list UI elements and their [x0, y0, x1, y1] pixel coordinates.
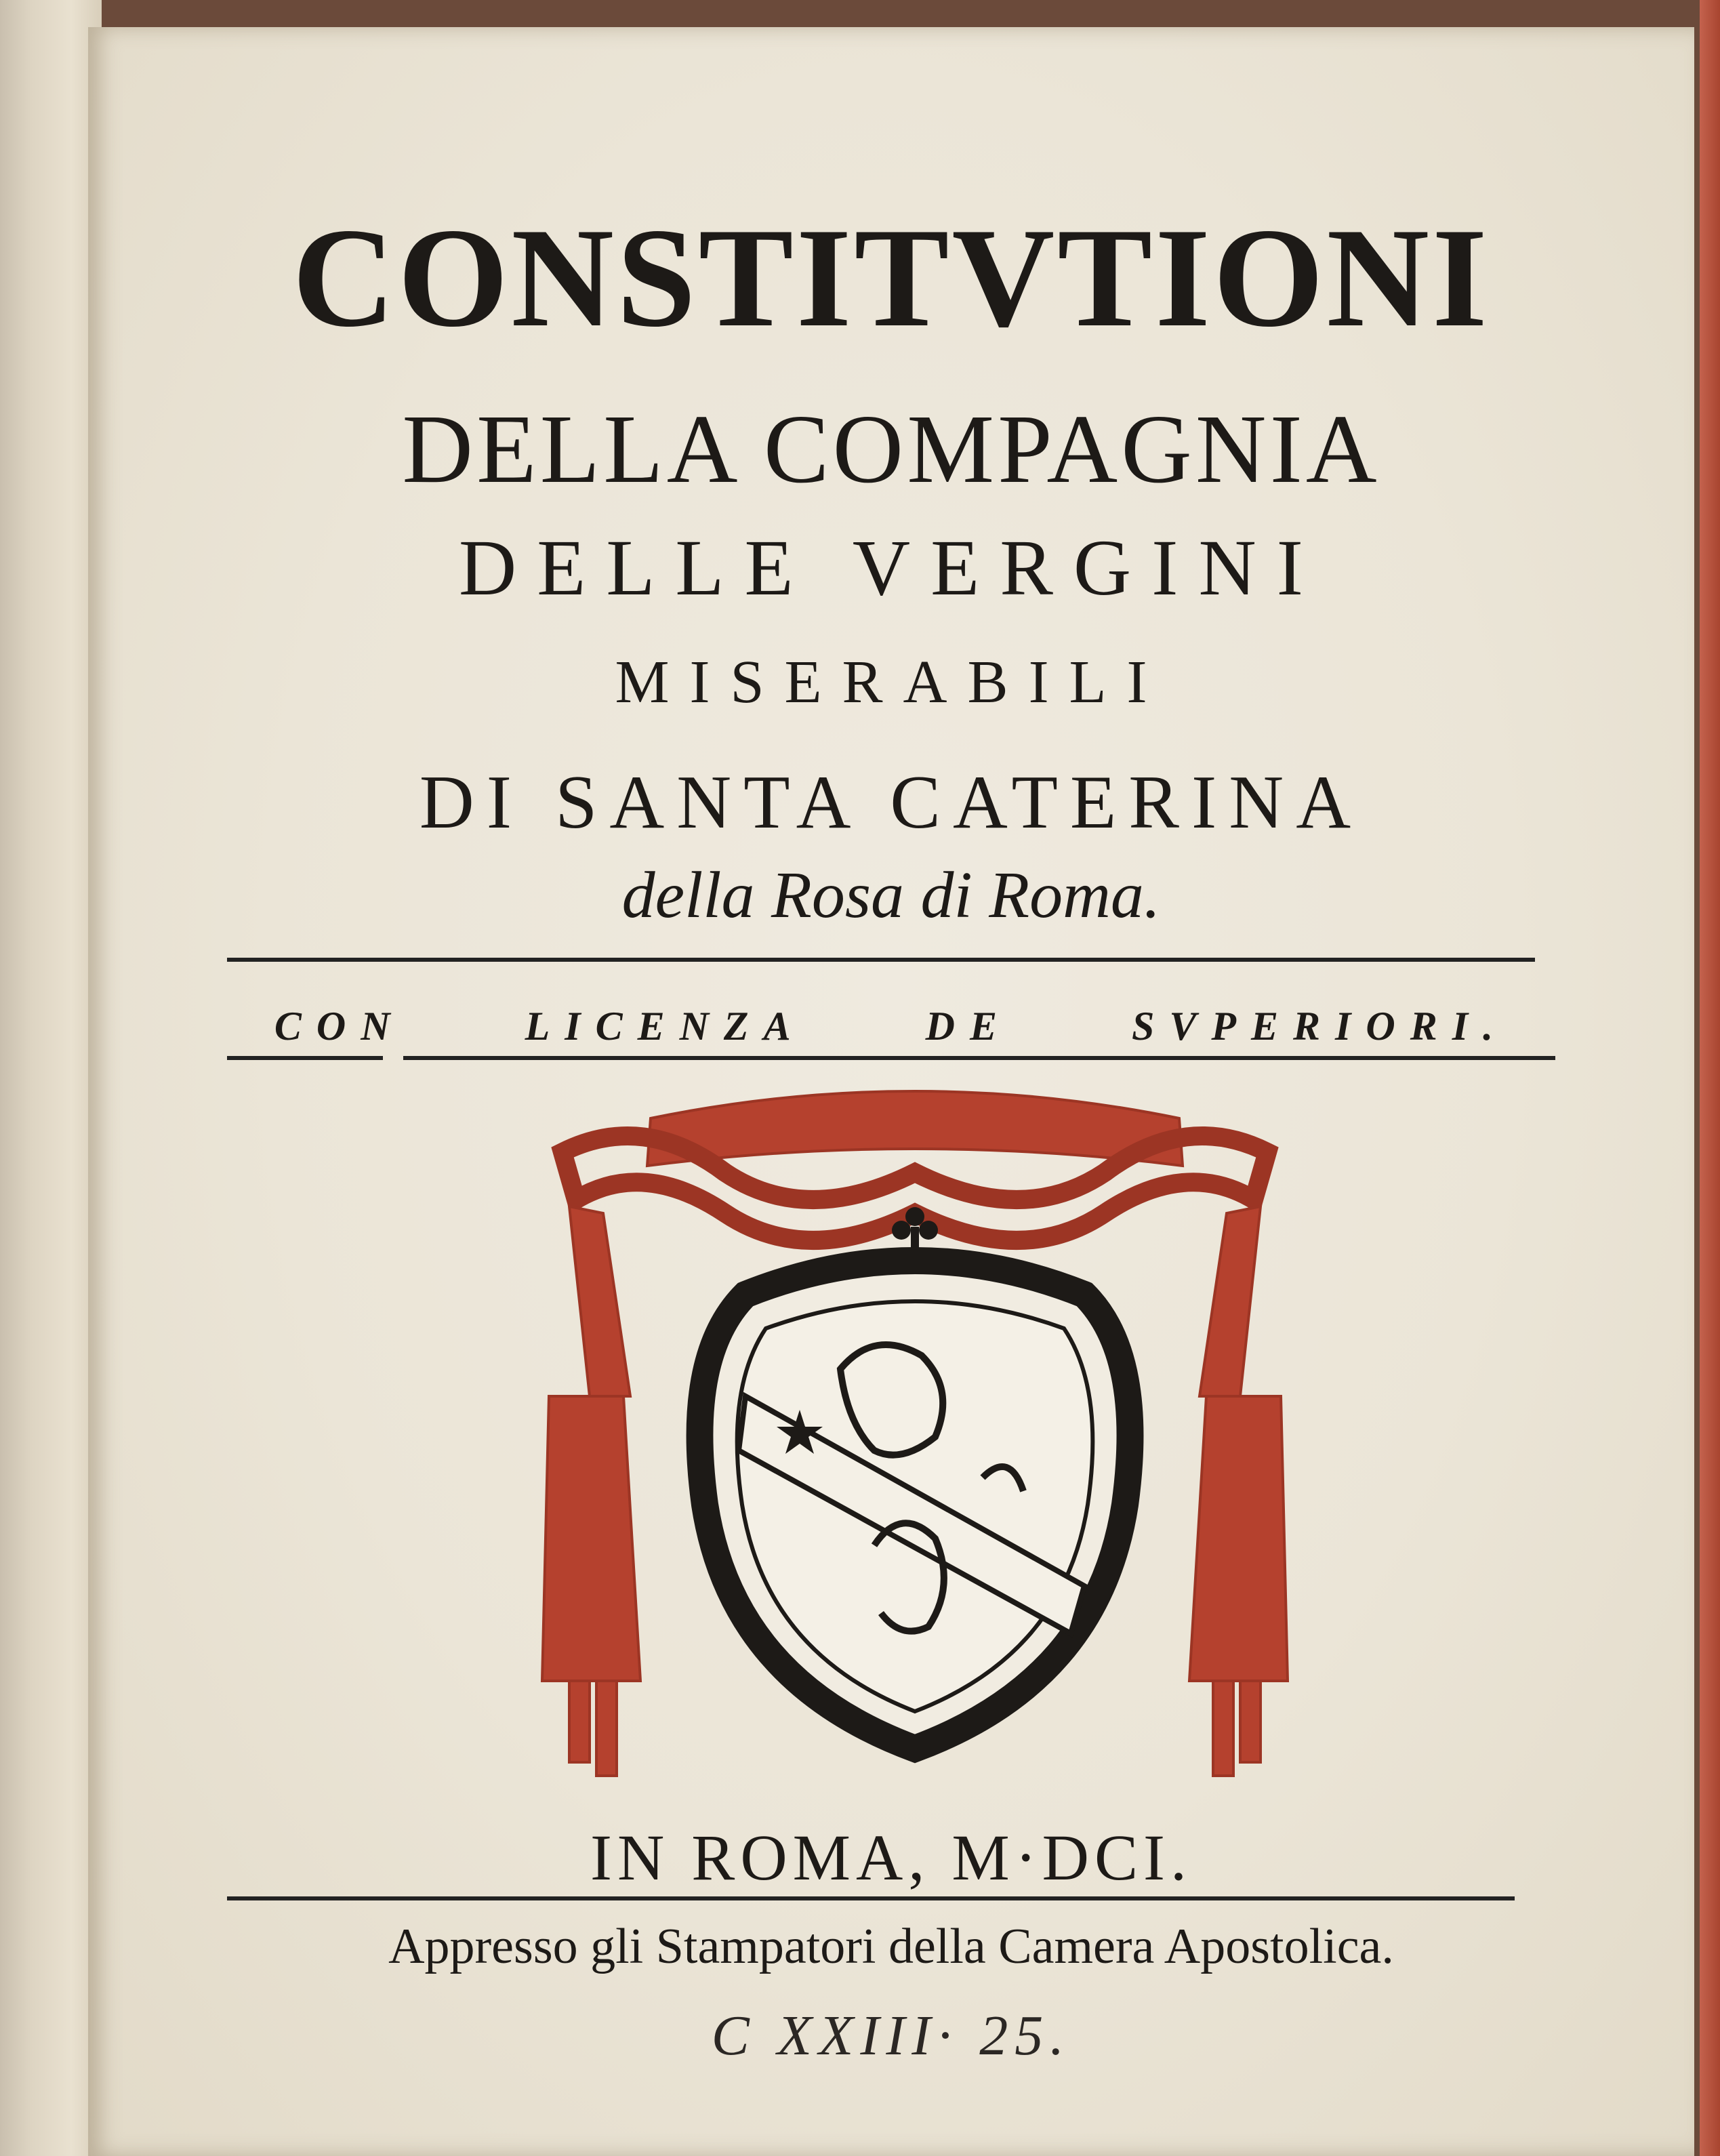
publisher-line: Appresso gli Stampatori della Camera Apostolica. — [388, 1919, 1394, 1974]
rule-imprint — [227, 1896, 1515, 1900]
title-line-2: DELLA COMPAGNIA — [402, 395, 1380, 504]
shield-icon — [700, 1261, 1130, 1749]
imprint-line: IN ROMA, M·DCI. — [590, 1821, 1192, 1894]
license-word-2: LICENZA — [525, 1004, 806, 1049]
book-binding — [0, 0, 102, 2156]
license-word-1: CON — [274, 1004, 405, 1049]
license-line — [88, 1003, 1694, 1050]
rule-bottom-left — [227, 1056, 383, 1060]
license-word-3: DE — [925, 1004, 1012, 1049]
title-line-1: CONSTITVTIONI — [292, 199, 1490, 357]
title-line-3: DELLE VERGINI — [459, 523, 1324, 612]
title-line-4: MISERABILI — [615, 649, 1168, 716]
coat-of-arms-emblem — [522, 1071, 1308, 1810]
handwritten-shelfmark: C XXIII· 25. — [711, 2004, 1071, 2067]
rule-top — [227, 958, 1535, 962]
red-page-edge — [1700, 0, 1720, 2156]
rule-bottom-right — [403, 1056, 1555, 1060]
title-line-6: della Rosa di Roma. — [621, 859, 1161, 932]
title-line-5: DI SANTA CATERINA — [419, 760, 1364, 845]
title-page — [88, 27, 1694, 2156]
license-word-4: SVPERIORI. — [1131, 1004, 1509, 1049]
